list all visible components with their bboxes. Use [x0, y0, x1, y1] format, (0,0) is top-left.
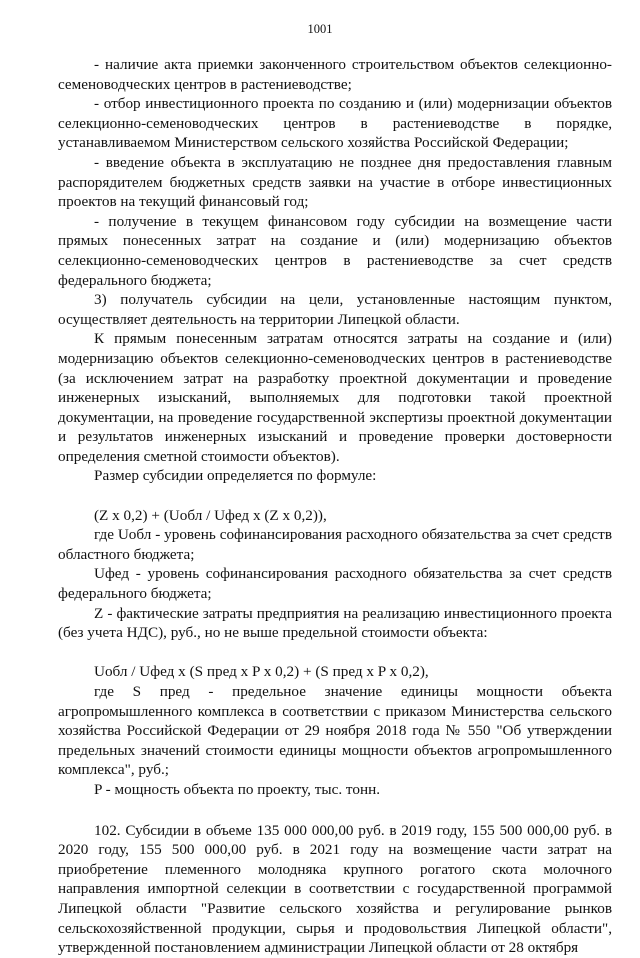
paragraph-u-regional: где Uобл - уровень софинансирования расходного обязательства за счет средств областного бюджета;	[58, 526, 612, 563]
paragraph-direct-costs: К прямым понесенным затратам относятся затраты на создание и (или) модернизацию объектов селекционно-семеноводческих центров в растениеводстве (за исключением затрат на разработку проектной документации и проведение инженерных изысканий, выполняемых для подготовки такой проектной документации, на проведение государственной экспертизы проектной документации и результатов инженерных изысканий и проведение проверки достоверности определения сметной стоимости объектов).	[58, 330, 612, 465]
page-number: 1001	[307, 22, 333, 36]
paragraph-s-pred: где S пред - предельное значение единицы мощности объекта агропромышленного комплекса в соответствии с приказом Министерства сельского хозяйства Российской Федерации от 29 ноября 2018 года № 550 "Об утверждении предельных значений стоимости единицы мощности объектов агропромышленного комплекса", руб.;	[58, 683, 612, 779]
formula-subsidy: (Z x 0,2) + (Uобл / Uфед x (Z x 0,2)),	[94, 506, 327, 524]
paragraph-commissioning: - введение объекта в эксплуатацию не позднее дня предоставления главным распорядителем бюджетных средств заявки на участие в отборе инвестиционных проектов на текущий финансовый год;	[58, 153, 612, 211]
paragraph-item-3: 3) получатель субсидии на цели, установленные настоящим пунктом, осуществляет деятельность на территории Липецкой области.	[58, 291, 612, 328]
formula-limit: Uобл / Uфед x (S пред x P x 0,2) + (S пред x P x 0,2),	[94, 663, 429, 681]
paragraph-formula-intro: Размер субсидии определяется по формуле:	[94, 467, 377, 485]
paragraph-p-capacity: P - мощность объекта по проекту, тыс. тонн.	[94, 780, 381, 798]
paragraph-subsidy-received: - получение в текущем финансовом году субсидии на возмещение части прямых понесенных затрат на создание и (или) модернизацию объектов селекционно-семеноводческих центров в растениеводстве за счет средств федерального бюджета;	[58, 212, 612, 289]
paragraph-u-federal: Uфед - уровень софинансирования расходного обязательства за счет средств федерального бюджета;	[58, 565, 612, 603]
document-body	[58, 55, 612, 958]
paragraph-act: - наличие акта приемки законченного строительством объектов селекционно-семеноводческих центров в растениеводстве;	[58, 56, 612, 93]
paragraph-selection: - отбор инвестиционного проекта по созданию и (или) модернизации объектов селекционно-семеноводческих центров в растениеводстве в порядке, устанавливаемом Министерством сельского хозяйства Российской Федерации;	[58, 95, 612, 152]
paragraph-z-costs: Z - фактические затраты предприятия на реализацию инвестиционного проекта (без учета НДС), руб., но не выше предельной стоимости объекта:	[58, 604, 612, 642]
paragraph-102: 102. Субсидии в объеме 135 000 000,00 руб. в 2019 году, 155 500 000,00 руб. в 2020 году, 155 500 000,00 руб. в 2021 году на возмещение части затрат на приобретение племенного молодняка крупного рогатого скота молочного направления импортной селекции в соответствии с государственной программой Липецкой области "Развитие сельского хозяйства и регулирование рынков сельскохозяйственной продукции, сырья и продовольствия Липецкой области", утвержденной постановлением администрации Липецкой области от 28 октября	[58, 821, 612, 957]
